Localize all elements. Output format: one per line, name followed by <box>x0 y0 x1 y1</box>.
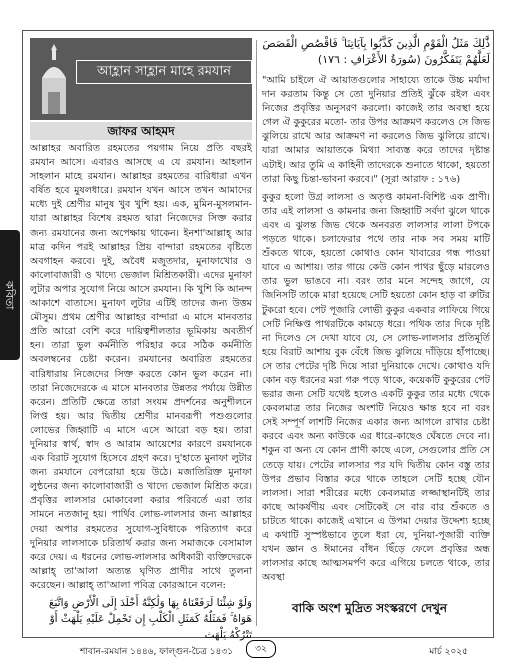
page-footer <box>22 640 492 660</box>
continue-note: বাকি অংশ মুদ্রিত সংস্করণে দেখুন <box>292 601 448 615</box>
right-body-text: কুকুর হলো উগ্র লালসা ও অতৃপ্ত কামনা-বিশিষ্ট এক প্রাণী। তার এই লালসা ও কামনার জন্য জিহ্বাটি সর্বদা ঝুলে থাকে এবং এ ঝুলন্ত জিভ থেকে অনবরত লালসার লালা টপকে পড়তে থাকে। চলাফেরার পথে তার নাক সব সময় মাটি শুঁকতে থাকে, হয়তো কোথাও কোন খাবারের গন্ধ পাওয়া যাবে এ আশায়। তার গায়ে কেউ কোন পাথর ছুঁড়ে মারলেও তার ভুল ভাঙবে না। বরং তার মনে সন্দেহ জাগে, যে জিনিসটি তাকে মারা হয়েছে সেটি হয়তো কোন হাড় বা রুটির টুকরো হবে। পেট পূজারি লোভী কুকুর একবার লাফিয়ে গিয়ে সেটি নিক্ষিপ্ত পাথরটিকে কামড়ে ধরে। পথিক তার দিকে দৃষ্টি না দিলেও সে দেখা যাবে যে, সে লোভ-লালসার প্রতিমূর্তি হয়ে বিরাট আশায় বুক বেঁধে জিভ ঝুলিয়ে দাঁড়িয়ে হাঁপাচ্ছে। সে তার পেটের দৃষ্টি দিয়ে সারা দুনিয়াকে দেখে। কোথাও যদি কোন বড় ধরনের মরা গরু পড়ে থাকে, কয়েকটি কুকুরের পেট ভরার জন্য সেটি যথেষ্ট হলেও একটি কুকুর তার মধ্যে থেকে কেবলমাত্র তার নিজের অংশটি নিয়েও ক্ষান্ত হবে না বরং সেই সম্পূর্ণ লাশটি নিজের একার জন্য আগলে রাখার চেষ্টা করবে এবং অন্য কাউকে এর ধারে-কাছেও ঘেঁষতে দেবে না। শকুন বা অন্য যে কোন প্রাণী কাছে এলে, সেগুলোর প্রতি সে তেড়ে যায়। পেটের লালসার পর যদি দ্বিতীয় কোন বস্তু তার উপর প্রভাব বিস্তার করে থাকে তাহলে সেটি হচ্ছে যৌন লালসা। সারা শরীরের মধ্যে কেবলমাত্র লজ্জাস্থানটিই তার কাছে আকর্ষণীয় এবং সেটিকেই সে বার বার শুঁকতে ও চাটতে থাকে। কাজেই এখানে এ উপমা দেয়ার উদ্দেশ্য হচ্ছে এ কথাটি সুস্পষ্টভাবে তুলে ধরা যে, দুনিয়া-পূজারী ব্যক্তি যখন জ্ঞান ও ঈমানের বাঁধন ছিঁড়ে ফেলে প্রবৃত্তির অন্ধ লালসার কাছে আত্মসমর্পণ করে এগিয়ে চলতে থাকে, তার অবস্থা <box>262 191 490 584</box>
article-title: আহ্লান সাহ্লান মাহে রমযান <box>76 60 252 84</box>
verse-translation: "আমি চাইলে ঐ আয়াতগুলোর সাহায্যে তাকে উচ্চ মর্যাদা দান করতাম কিন্তু সে তো দুনিয়ার প্রতিই ঝুঁকে রইল এবং নিজের প্রবৃত্তির অনুসরণ করলো। কাজেই তার অবস্থা হয়ে গেল ঐ কুকুরের মতো- তার উপর আক্রমণ করলেও সে জিভ ঝুলিয়ে রাখে আর আক্রমণ না করলেও জিভ ঝুলিয়ে রাখে। যারা আমার আয়াতকে মিথ্যা সাব্যস্ত করে তাদের দৃষ্টান্ত এটাই। আর তুমি এ কাহিনী তাদেরকে শুনাতে থাকো, হয়তো তারা কিছু চিন্তা-ভাবনা করবে।" (সূরা আরাফ : ১৭৬) <box>262 75 490 185</box>
column-divider <box>256 40 257 626</box>
side-tab <box>0 230 20 360</box>
mosque-icon <box>34 44 74 114</box>
side-tab-label: কবিতা <box>3 280 16 310</box>
right-column <box>262 36 490 630</box>
arabic-verse-right: ذَّٰلِكَ مَثَلُ الْقَوْمِ الَّذِينَ كَذَّبُوا بِآيَاتِنَا ۚ فَاقْصُصِ الْقَصَصَ لَعَلَّهُمْ يَتَفَكَّرُونَ (سُورَةُ الأَعْرَافِ : ١٧٦) <box>262 37 490 66</box>
arabic-verse-left: وَلَوْ شِئْنَا لَرَفَعْنَاهُ بِهَا وَلَٰكِنَّهُ أَخْلَدَ إِلَى الْأَرْضِ وَاتَّبَعَ هَوَاهُ ۚ فَمَثَلُهُ كَمَثَلِ الْكَلْبِ إِن تَحْمِلْ عَلَيْهِ يَلْهَثْ أَوْ تَتْرُكْهُ يَلْهَث <box>48 597 252 641</box>
left-column <box>30 38 252 641</box>
footer-issue: শাবান-রমযান ১৪৪৬, ফাল্গুন-চৈত্র ১৪৩১ <box>80 647 234 657</box>
footer-date: মার্চ ২০২৫ <box>429 647 468 657</box>
left-body-text: আল্লাহর অবারিত রহমতের পয়গাম নিয়ে প্রতি বছরই রমযান আসে। এবারও আসছে এ যে রমযান। আহলান সাহলান মাহে রমযান। আল্লাহর রহমতের বারিধারা এখন বর্ষিত হবে মুষলধারে। রমযান যখন আসে তখন আমাদের মধ্যে দুই শ্রেণীর মানুষ খুব খুশি হয়। এক, মুমিন-মুসলমান- যারা আল্লাহর বিশেষ রহমত দ্বারা নিজেদের সিক্ত করার জন্য রমযানের জন্য অপেক্ষায় থাকেন। ইনশা'আল্লাহ্‌ আর মাত্র কদিন পরই আল্লাহর প্রিয় বান্দারা রহমতের বৃষ্টিতে অবগাহন করবে। দুই, অবৈধ মজুতদার, মুনাফাখোর ও কালোবাজারী ও খাদ্যে ভেজাল মিশ্রিতকারী। এদের মুনাফা লুটার অপার সুযোগ নিয়ে আসে রমযান। কি খুশি কি আনন্দ আকাশে বাতাসে। মুনাফা লুটার এটিই তাদের জন্য উত্তম মৌসুম। প্রথম শ্রেণীর আল্লাহর বান্দারা এ মাসে মানবতার প্রতি আরো বেশি করে দায়িত্বশীলতার ভূমিকায় অবতীর্ণ হন। তারা ভুল কর্মনীতি পরিহার করে সঠিক কর্মনীতি অবলম্বনের চেষ্টা করেন। রমযানের অবারিত রহমতের বারিধারায় নিজেদের সিক্ত করতে কোন ভুল করেন না। তারা নিজেদেরকে এ মাসে মানবতার উন্নতর পর্যায়ে উন্নীত করেন। প্রতিটি ক্ষেত্রে তারা সংযম প্রদর্শনের অনুশীলনে লিপ্ত হয়। আর দ্বিতীয় শ্রেণীর মানবরূপী পশুগুলোর লোভের জিহ্বাটি এ মাসে এসে আরো বড় হয়। তারা দুনিয়ার স্বার্থ, স্বাদ ও আরাম আয়েশের কারণে রমযানকে এক বিরাট সুযোগ হিসেবে গ্রহণ করে। দু'হাতে মুনাফা লুটার জন্য রমযানে বেপরোয়া হয়ে উঠে। মজাতিরিক্ত মুনাফা লুন্ঠনের জন্য কালোবাজারী ও খাদ্যে ভেজাল মিশ্রিত করে। প্রবৃত্তির লালসার মোকাবেলা করার পরিবর্তে এরা তার সামনে নতজানু হয়। পার্থিব লোভ-লালসার জন্য আল্লাহর দেয়া অপার রহমতের সুযোগ-সুবিধাকে পরিত্যাগ করে দুনিয়ার লালসাকে চরিতার্থ করার জন্য সমাজকে বেসামাল করে দেয়। এ ধরনের লোভ-লালসার অধিকারী ব্যক্তিদেরকে আল্লাহ্‌ তা'আলা অত্যন্ত ঘৃণিত প্রাণীর সাথে তুলনা করেছেন। আল্লাহ্‌ তা'আলা পবিত্র কোরআনে বলেন: <box>30 143 252 591</box>
page-number: ৩২ <box>246 640 276 658</box>
author-name: জাফর আহমদ <box>30 122 252 140</box>
article-header <box>30 38 252 120</box>
